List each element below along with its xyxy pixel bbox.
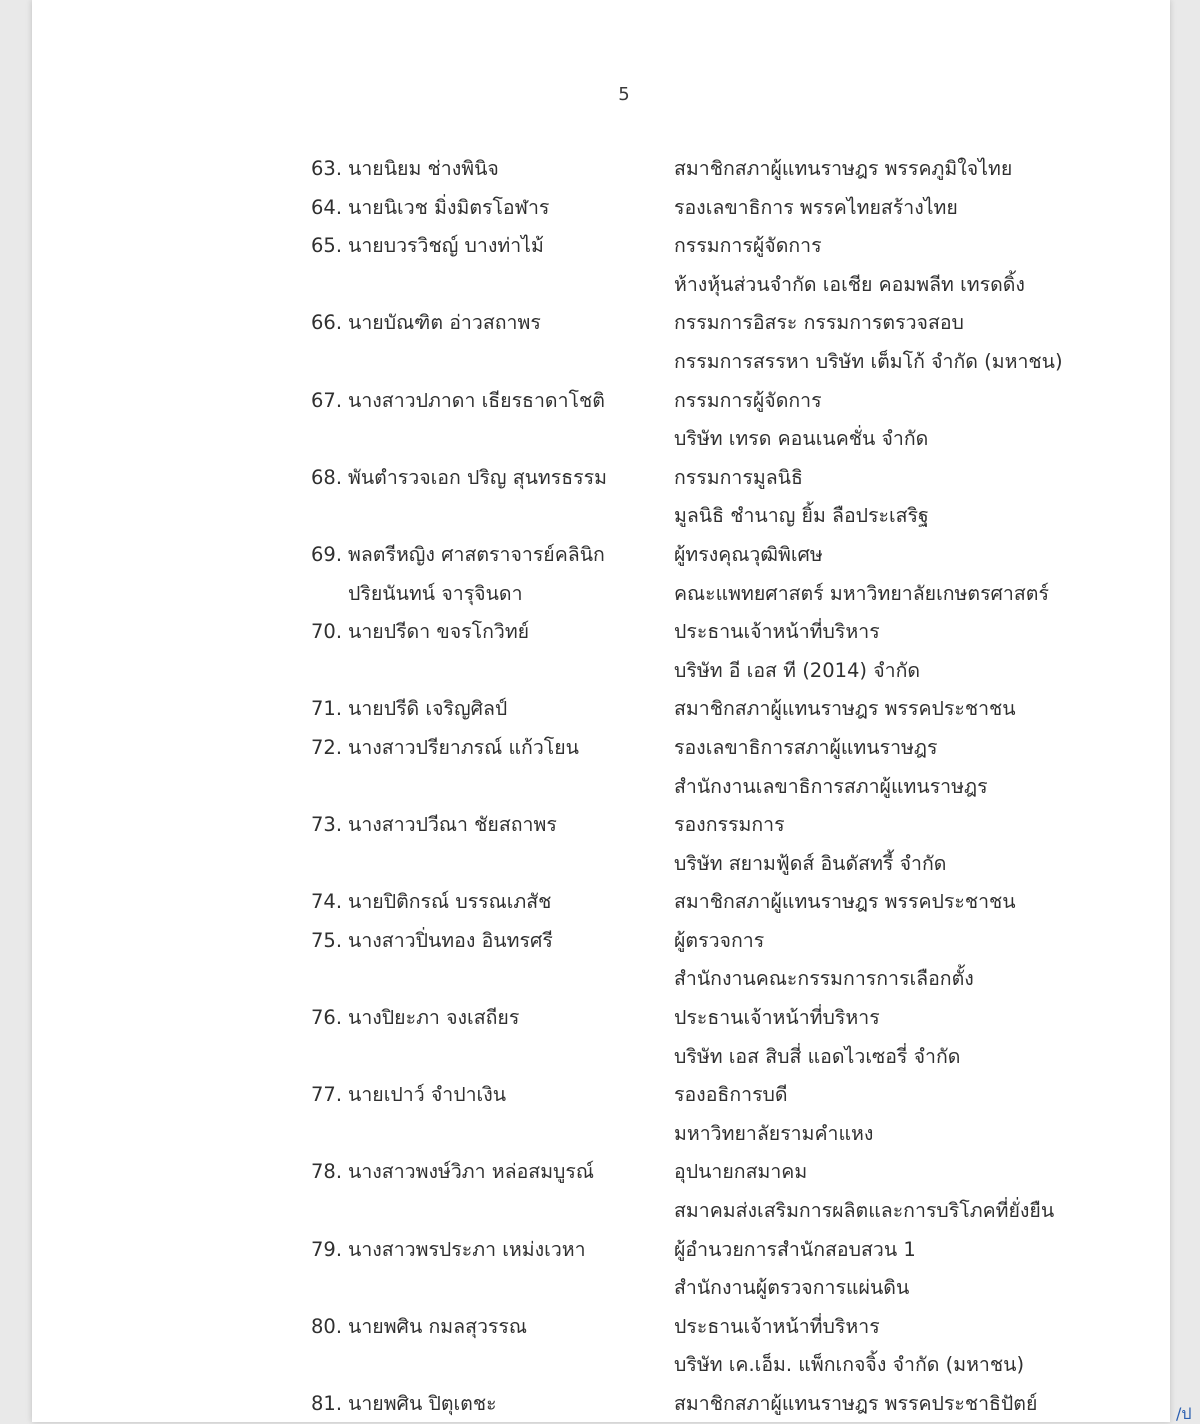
list-item xyxy=(32,883,1170,922)
entry-position: ประธานเจ้าหน้าที่บริหาร xyxy=(674,620,880,644)
list-item xyxy=(32,999,1170,1038)
entry-number: 68. xyxy=(311,465,343,489)
entry-position: สำนักงานคณะกรรมการการเลือกตั้ง xyxy=(674,967,974,991)
list-item xyxy=(32,420,1170,459)
page-edge-mark: /ป xyxy=(1176,1404,1192,1423)
entry-name: นายนิยม ช่างพินิจ xyxy=(348,157,499,180)
entry-position: ผู้อำนวยการสำนักสอบสวน 1 xyxy=(674,1237,916,1261)
list-item xyxy=(32,497,1170,536)
entry-position: สมาคมส่งเสริมการผลิตและการบริโภคที่ยั่งยืน xyxy=(674,1199,1055,1223)
entry-position: สมาชิกสภาผู้แทนราษฎร พรรคประชาธิปัตย์ xyxy=(674,1392,1038,1415)
entry-position: ประธานเจ้าหน้าที่บริหาร xyxy=(674,1006,880,1030)
entry-position: ผู้ตรวจการ xyxy=(674,928,765,952)
entry-position: คณะแพทยศาสตร์ มหาวิทยาลัยเกษตรศาสตร์ xyxy=(674,581,1049,605)
list-item xyxy=(32,227,1170,266)
entry-number: 69. xyxy=(311,542,343,566)
entry-name: นายปรีดิ เจริญศิลป์ xyxy=(348,697,508,721)
entry-number: 76. xyxy=(311,1006,343,1030)
entry-name: นางสาวปรียาภรณ์ แก้วโยน xyxy=(348,735,580,759)
entry-name: นางสาวพรประภา เหม่งเวหา xyxy=(348,1237,586,1261)
entry-position: กรรมการสรรหา บริษัท เต็มโก้ จำกัด (มหาชน) xyxy=(674,349,1063,373)
entry-position: สำนักงานผู้ตรวจการแผ่นดิน xyxy=(674,1276,910,1300)
list-item xyxy=(32,382,1170,421)
entry-name: นายนิเวช มิ่งมิตรโอฬาร xyxy=(348,195,550,219)
entry-number: 81. xyxy=(311,1392,343,1415)
entry-position: สมาชิกสภาผู้แทนราษฎร พรรคภูมิใจไทย xyxy=(674,157,1013,180)
entry-position: กรรมการอิสระ กรรมการตรวจสอบ xyxy=(674,311,964,335)
list-item xyxy=(32,1231,1170,1270)
entry-position: กรรมการมูลนิธิ xyxy=(674,465,803,489)
entry-position: บริษัท เค.เอ็ม. แพ็กเกจจิ้ง จำกัด (มหาชน) xyxy=(674,1353,1025,1377)
entry-number: 71. xyxy=(311,697,343,721)
entry-name: นางสาวปภาดา เธียรธาดาโชติ xyxy=(348,388,605,412)
entry-number: 66. xyxy=(311,311,343,335)
list-item xyxy=(32,690,1170,729)
list-item xyxy=(32,536,1170,575)
entry-name: พลตรีหญิง ศาสตราจารย์คลินิก xyxy=(348,542,605,566)
entry-position: กรรมการผู้จัดการ xyxy=(674,388,822,412)
list-item xyxy=(32,960,1170,999)
entry-position: สมาชิกสภาผู้แทนราษฎร พรรคประชาชน xyxy=(674,890,1016,914)
list-item xyxy=(32,304,1170,343)
list-item xyxy=(32,189,1170,228)
entry-number: 79. xyxy=(311,1237,343,1261)
entry-position: อุปนายกสมาคม xyxy=(674,1160,808,1184)
list-item xyxy=(32,768,1170,807)
entry-list xyxy=(32,150,1170,1424)
entry-number: 75. xyxy=(311,928,343,952)
list-item xyxy=(32,1346,1170,1385)
entry-name: นายบวรวิชญ์ บางท่าไม้ xyxy=(348,234,544,258)
list-item xyxy=(32,575,1170,614)
list-item xyxy=(32,806,1170,845)
entry-number: 77. xyxy=(311,1083,343,1107)
list-item xyxy=(32,1385,1170,1424)
entry-name: นางสาวปิ่นทอง อินทรศรี xyxy=(348,928,553,952)
entry-number: 65. xyxy=(311,234,343,258)
list-item xyxy=(32,266,1170,305)
entry-number: 63. xyxy=(311,157,343,180)
list-item xyxy=(32,150,1170,189)
entry-position: บริษัท เอส สิบสี่ แอดไวเซอรี่ จำกัด xyxy=(674,1044,961,1068)
entry-name: นางสาวพงษ์วิภา หล่อสมบูรณ์ xyxy=(348,1160,594,1184)
entry-position: สมาชิกสภาผู้แทนราษฎร พรรคประชาชน xyxy=(674,697,1016,721)
entry-position: สำนักงานเลขาธิการสภาผู้แทนราษฎร xyxy=(674,774,988,798)
list-item xyxy=(32,1308,1170,1347)
list-item xyxy=(32,652,1170,691)
entry-position: รองอธิการบดี xyxy=(674,1083,788,1107)
entry-name: นายพศิน กมลสุวรรณ xyxy=(348,1314,527,1338)
entry-position: มหาวิทยาลัยรามคำแหง xyxy=(674,1121,874,1145)
list-item xyxy=(32,1153,1170,1192)
entry-position: ประธานเจ้าหน้าที่บริหาร xyxy=(674,1314,880,1338)
entry-number: 70. xyxy=(311,620,343,644)
entry-name: นางสาวปวีณา ชัยสถาพร xyxy=(348,813,557,837)
entry-name: นายเปาว์ จำปาเงิน xyxy=(348,1083,507,1107)
entry-number: 72. xyxy=(311,735,343,759)
entry-position: มูลนิธิ ชำนาญ ยิ้ม ลือประเสริฐ xyxy=(674,504,929,528)
list-item xyxy=(32,459,1170,498)
entry-name: นางปิยะภา จงเสถียร xyxy=(348,1006,520,1030)
entry-position: บริษัท เทรด คอนเนคชั่น จำกัด xyxy=(674,427,929,451)
entry-position: รองเลขาธิการ พรรคไทยสร้างไทย xyxy=(674,195,958,219)
list-item xyxy=(32,729,1170,768)
entry-name: พันตำรวจเอก ปริญ สุนทรธรรม xyxy=(348,465,607,489)
entry-number: 78. xyxy=(311,1160,343,1184)
list-item xyxy=(32,613,1170,652)
entry-position: กรรมการผู้จัดการ xyxy=(674,234,822,258)
entry-position: ห้างหุ้นส่วนจำกัด เอเชีย คอมพลีท เทรดดิ้ง xyxy=(674,272,1025,296)
document-page xyxy=(32,0,1170,1422)
list-item xyxy=(32,1192,1170,1231)
entry-position: บริษัท อี เอส ที (2014) จำกัด xyxy=(674,658,921,682)
entry-number: 64. xyxy=(311,195,343,219)
list-item xyxy=(32,1115,1170,1154)
entry-number: 74. xyxy=(311,890,343,914)
list-item xyxy=(32,1269,1170,1308)
entry-position: รองกรรมการ xyxy=(674,813,785,837)
entry-name: นายบัณฑิต อ่าวสถาพร xyxy=(348,311,541,335)
entry-position: รองเลขาธิการสภาผู้แทนราษฎร xyxy=(674,735,938,759)
entry-number: 73. xyxy=(311,813,343,837)
entry-position: บริษัท สยามฟู้ดส์ อินดัสทรี้ จำกัด xyxy=(674,851,947,875)
entry-name: นายปิติกรณ์ บรรณเภสัช xyxy=(348,890,552,914)
entry-name: ปริยนันทน์ จารุจินดา xyxy=(348,581,523,605)
entry-name: นายพศิน ปิตุเตชะ xyxy=(348,1392,497,1415)
list-item xyxy=(32,845,1170,884)
entry-name: นายปรีดา ขจรโกวิทย์ xyxy=(348,620,530,644)
list-item xyxy=(32,1076,1170,1115)
list-item xyxy=(32,922,1170,961)
page-number: 5 xyxy=(618,84,630,105)
list-item xyxy=(32,343,1170,382)
list-item xyxy=(32,1038,1170,1077)
entry-number: 67. xyxy=(311,388,343,412)
entry-number: 80. xyxy=(311,1314,343,1338)
entry-position: ผู้ทรงคุณวุฒิพิเศษ xyxy=(674,542,823,566)
